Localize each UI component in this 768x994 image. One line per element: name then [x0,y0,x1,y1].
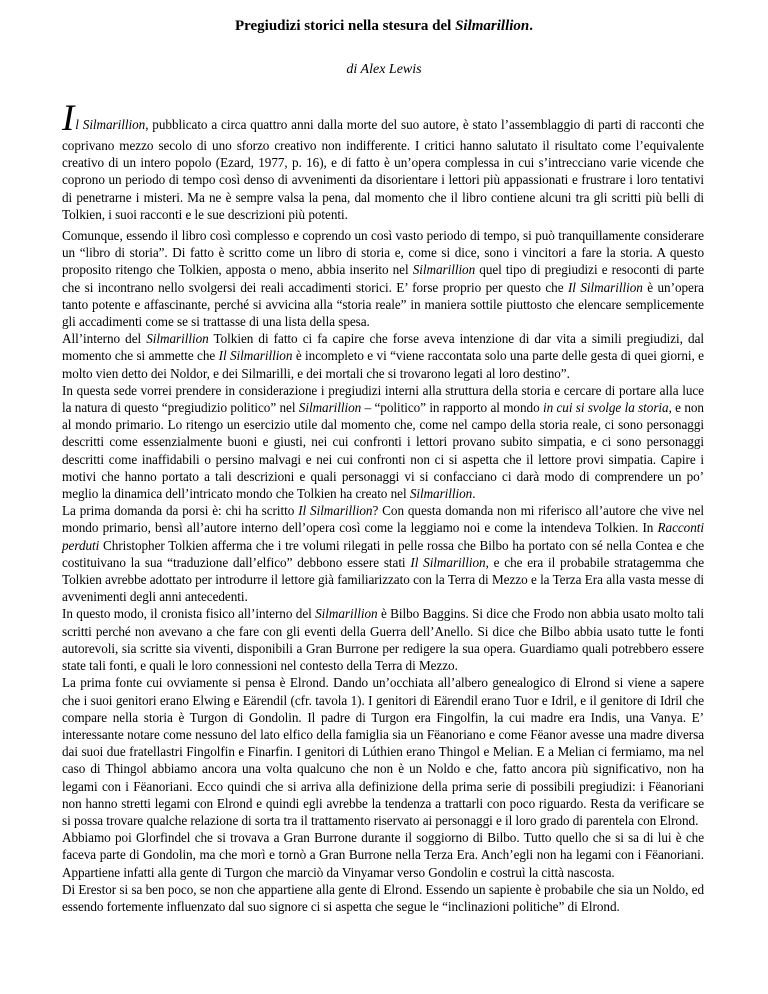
text-run: In questa sede vorrei prendere in considerazione i pregiudizi interni alla struttura della storia e cercare di portare alla luce la natura di questo “pregiudizio politico” nel [62,382,704,416]
italic-text: Silmarillion [409,486,473,502]
text-run: La prima domanda da porsi è: chi ha scritto [62,503,299,519]
paragraph [62,674,704,829]
italic-text: Il Silmarillion [218,348,293,364]
text-run: è un’opera tanto potente e affascinante, perché si avvicina alla “storia reale” in maniera sottile piuttosto che elencare semplicemente gli accadimenti come se si trattasse di una lista della spesa. [62,279,704,330]
italic-text: l Silmarillion [75,117,146,132]
paragraph [62,100,704,223]
italic-text: Racconti perduti [62,520,704,553]
text-run: Abbiamo poi Glorfindel che si trovava a Gran Burrone durante il soggiorno di Bilbo. Tutto quello che si sa di lui è che faceva parte di Gondolin, ma che morì e tornò a Gran Burrone nella Terza Era. Anch’egli non ha legami con i Fëanoriani. Appartiene infatti alla gente di Turgon che marciò da Vinyamar verso Gondolin e costruì la città nascosta. [62,830,704,880]
text-run: Tolkien di fatto ci fa capire che forse aveva intenzione di dar vita a simili pregiudizi, dal momento che si ammette che [62,331,704,364]
text-run: – “politico” in rapporto al mondo [361,400,543,416]
text-run: . [472,486,476,502]
italic-text: Il Silmarillion [567,279,643,295]
text-run: quel tipo di pregiudizi e resoconti di parte che si incontrano nello svolgersi dei reali accadimenti storici. E’ forse proprio per questo che [62,262,705,295]
italic-text: in cui si svolge la storia [542,400,669,416]
text-run: All’interno del [62,331,147,347]
text-run: ? Con questa domanda non mi riferisco all’autore che vive nel mondo primario, bensì all’autore interno dell’opera così come la leggiamo noi e come la intendeva Tolkien. In [62,503,704,536]
title-suffix: . [529,18,534,34]
text-run: , e che era il probabile stratagemma che Tolkien avrebbe adottato per introdurre il lettore già familiarizzato con la Terra di Mezzo e la Terza Era alla vasta messe di avvenimenti degli anni antecedenti. [62,554,705,605]
paragraph [62,881,704,915]
italic-text: Silmarillion [146,331,209,347]
drop-cap: I [62,98,75,139]
text-run: è incompleto e vi “viene raccontata solo una parte delle gesta di quei giorni, e molto vien detto dei Noldor, e dei Silmarilli, e dei mortali che si trovarono legati al loro destino”. [62,348,704,381]
article-body [62,100,704,915]
text-run: Comunque, essendo il libro così complesso e coprendo un così vasto periodo di tempo, si può tranquillamente considerare un “libro di storia”. Di fatto è scritto come un libro di storia e, come si dice, sono i vincitori a fare la storia. A questo proposito ritengo che Tolkien, apposta o meno, abbia inserito nel [62,228,704,278]
italic-text: Il Silmarillion [410,554,486,570]
document-title [0,18,768,35]
paragraph [62,829,704,881]
italic-text: Silmarillion [315,606,378,622]
text-run: Christopher Tolkien afferma che i tre volumi rilegati in pelle rossa che Bilbo ha portato con sé nella Contea e che costituivano la sua “traduzione dall’elfico” debbono essere stati [62,537,704,570]
paragraph [62,605,704,674]
paragraph [62,502,704,605]
title-italic: Silmarillion [455,18,530,34]
text-run: , pubblicato a circa quattro anni dalla morte del suo autore, è stato l’assemblaggio di parti di racconti che coprivano mezzo secolo di uno sforzo creativo non indifferente. I critici hanno salutato il risultato come l’equivalente creativo di un intero popolo (Ezard, 1977, p. 16), e di fatto è un’opera complessa in cui s’intrecciano varie vicende che coprono un periodo di tempo così denso di avvenimenti da disorientare i lettori più appassionati e frustrare i loro tentativi di penetrarne i misteri. Ma ne è sempre valsa la pena, dal momento che il libro contiene alcuni tra gli scritti più belli di Tolkien, i suoi racconti e le sue descrizioni più potenti. [62,117,704,222]
italic-text: Il Silmarillion [298,503,373,519]
text-run: è Bilbo Baggins. Si dice che Frodo non abbia usato molto tali scritti perché non avevano a che fare con gli eventi della Guerra dell’Anello. Si dice che Bilbo abbia usato tutte le fonti autorevoli, sia scritte sia viventi, disponibili a Gran Burrone per redigere la sua opera. Guardiamo quali potrebbero essere state tali fonti, e quali le loro connessioni nel contesto della Terra di Mezzo. [62,606,704,674]
text-run: Di Erestor si sa ben poco, se non che appartiene alla gente di Elrond. Essendo un sapiente è probabile che sia un Noldo, ed essendo fortemente influenzato dal suo signore ci si aspetta che segue le “inclinazioni politiche” di Elrond. [62,881,704,914]
paragraph [62,382,704,502]
text-run: In questo modo, il cronista fisico all’interno del [62,606,316,622]
italic-text: Silmarillion [298,400,362,416]
paragraph [62,227,704,330]
author-byline: di Alex Lewis [346,62,422,77]
italic-text: Silmarillion [412,262,476,278]
text-run: La prima fonte cui ovviamente si pensa è Elrond. Dando un’occhiata all’albero genealogico di Elrond si viene a sapere che i suoi genitori erano Elwing e Eärendil (cfr. tavola 1). I genitori di Eärendil erano Tuor e Idril, e il genitore di Idril che compare nella storia è Turgon di Gondolin. Il padre di Turgon era Fingolfin, la cui madre era Indis, una Vanya. E’ interessante notare come nessuno del lato elfico della famiglia sia un Fëanoriano e come Fëanor avesse una madre diversa dai suoi due fratellastri Fingolfin e Finarfin. I genitori di Lúthien erano Thingol e Melian. E a Melian ci fermiamo, ma nel caso di Thingol abbiamo ancora una volta qualcuno che non è un Noldo e che, fatto ancora più significativo, non ha legami con i Fëanoriani. Ecco quindi che si arriva alla definizione della prima serie di possibili pregiudizi: i Fëanoriani non hanno stretti legami con Elrond e quindi egli avrebbe la tendenza a trattarli con poco riguardo. Resta da verificare se si possa trovare qualche relazione di sorta tra il trattamento riservato ai personaggi e il loro grado di parentela con Elrond. [62,675,704,828]
paragraph [62,330,704,382]
title-prefix: Pregiudizi storici nella stesura del [234,18,456,34]
text-run: , e non al mondo primario. Lo ritengo un esercizio utile dal momento che, come nel campo della storia reale, ci sono personaggi descritti come essenzialmente buoni e giusti, nei cui confronti i lettori provano subito simpatia, e ci sono personaggi descritti come inaffidabili o persino malvagi e nei cui confronti non ci si aspetta che il lettore provi simpatia. Capire i motivi che hanno portato a tali descrizioni e quali personaggi vi si confacciano ci darà modo di comprendere un po’ meglio la dinamica dell’intricato mondo che Tolkien ha creato nel [62,400,704,502]
